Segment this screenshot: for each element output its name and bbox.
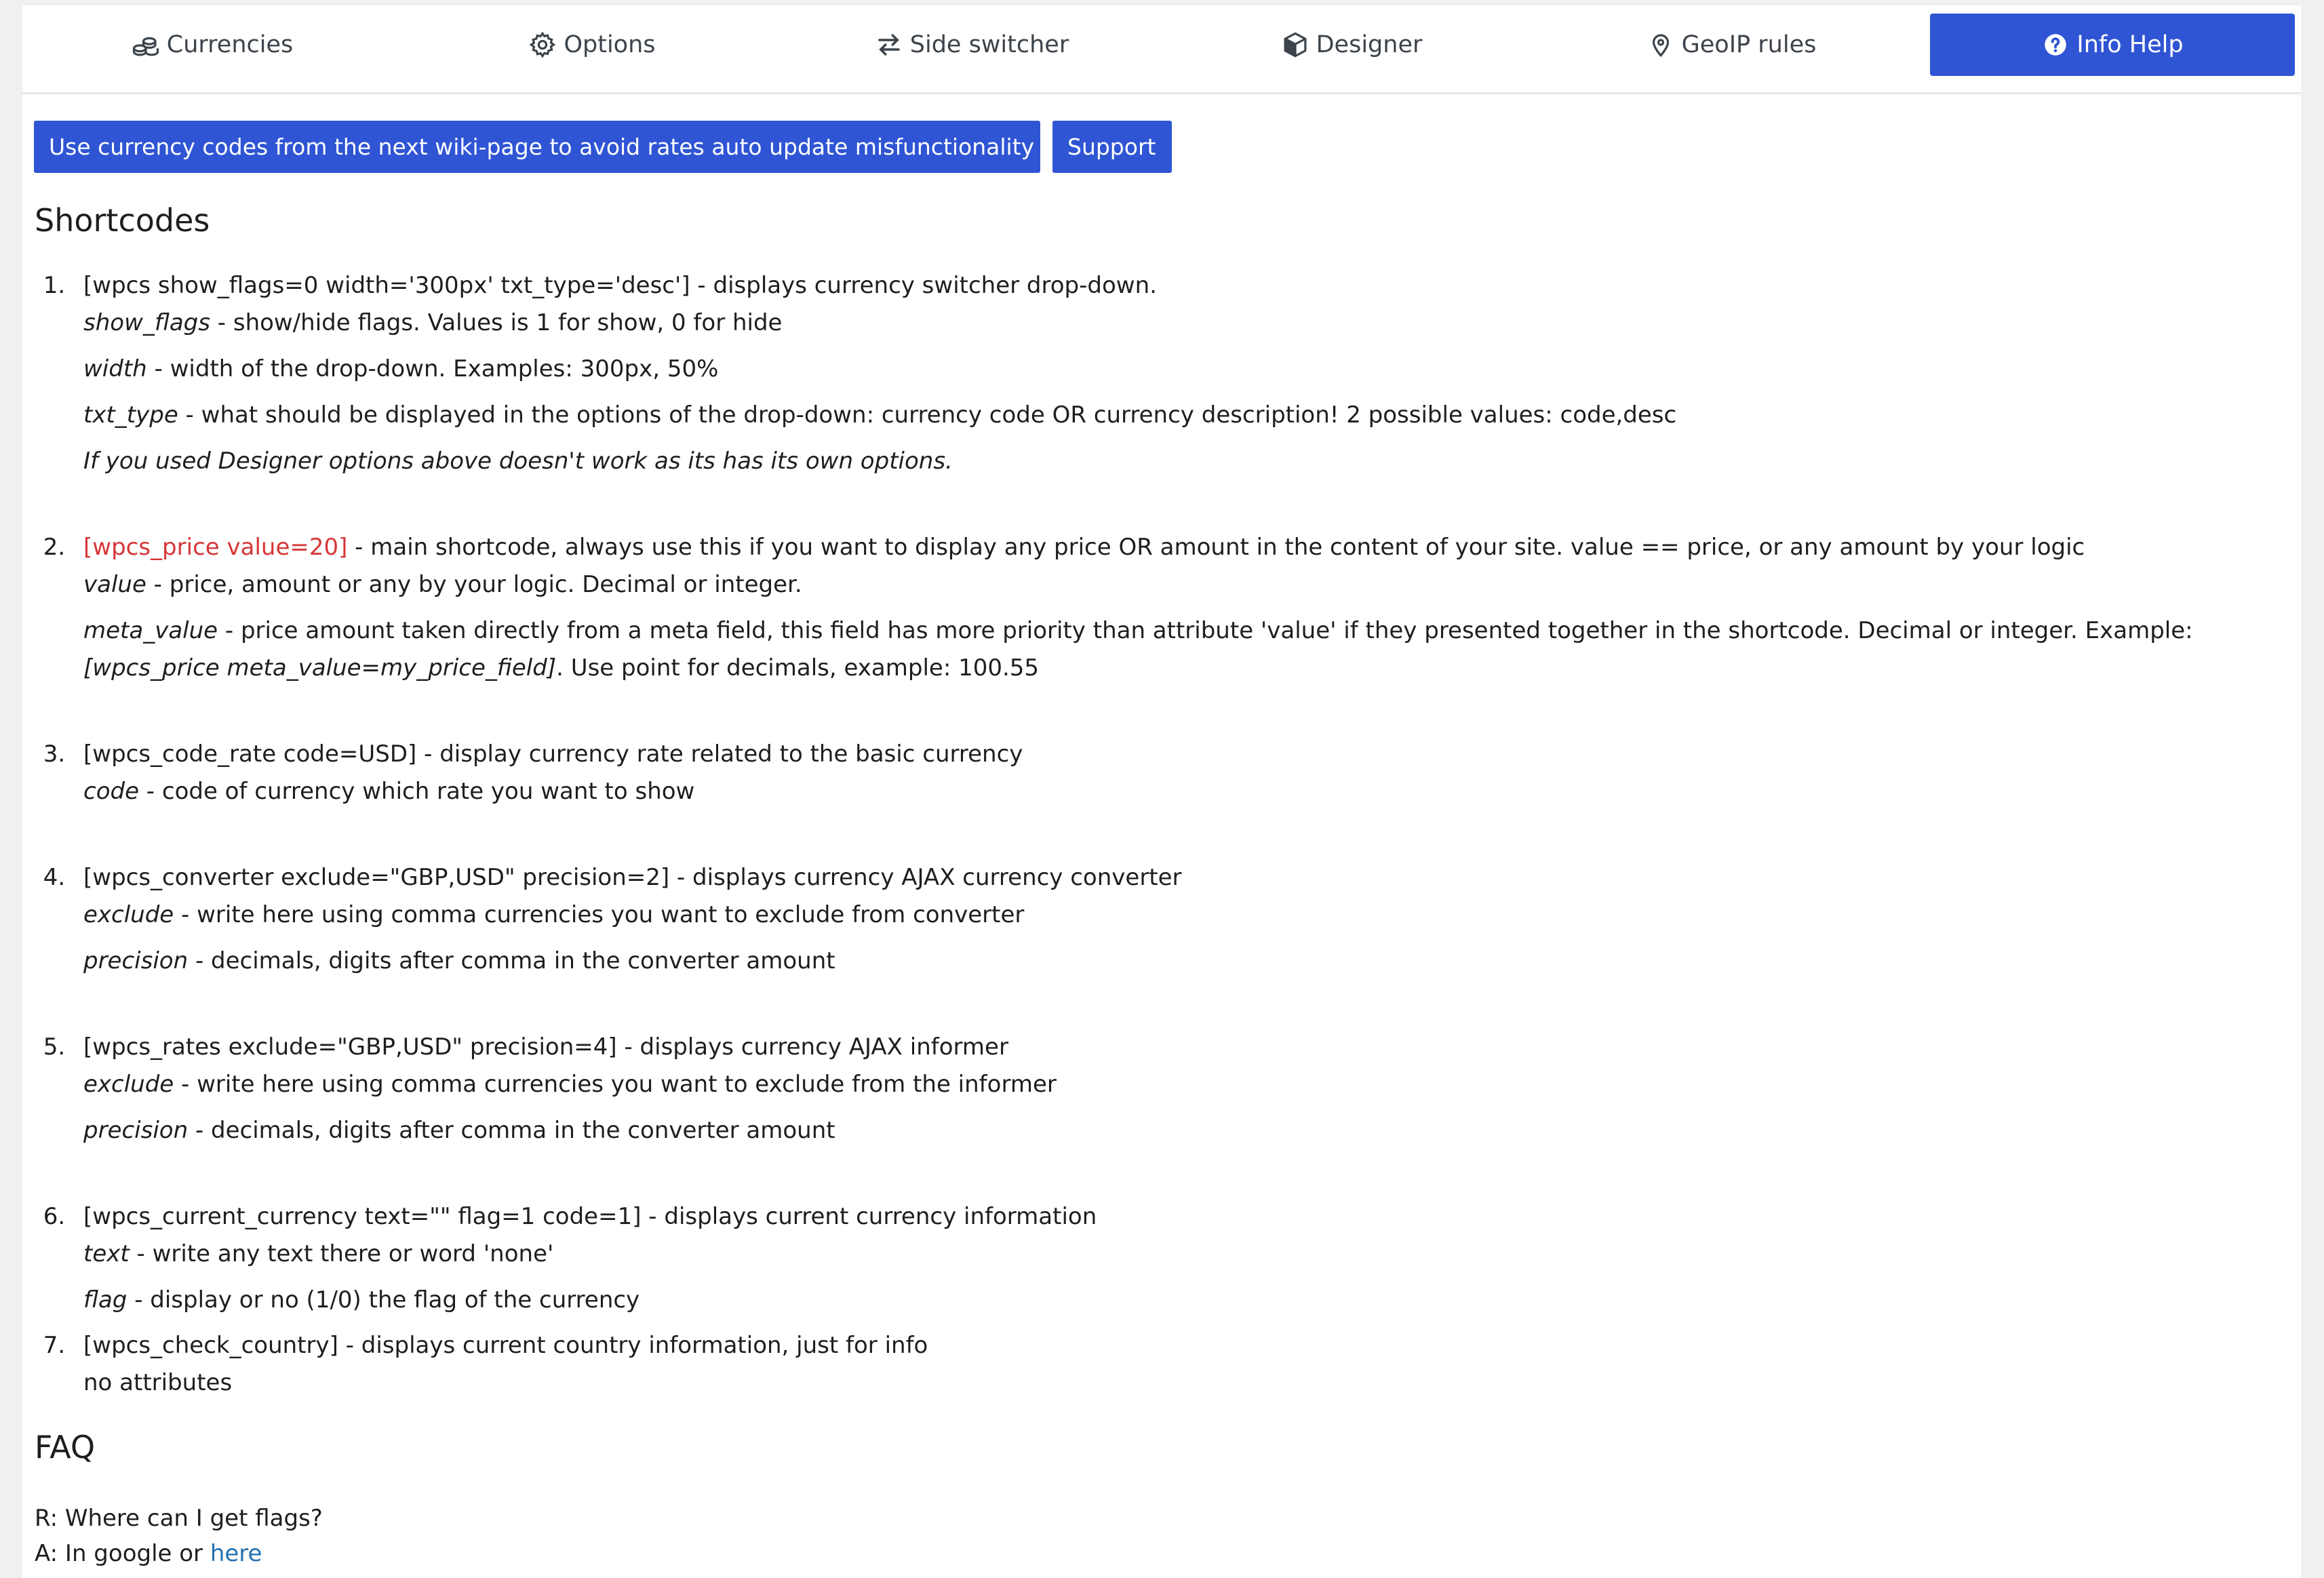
tab-side-switcher[interactable]: [782, 14, 1162, 76]
param-text: - write here using comma currencies you want to exclude from the informer: [174, 1071, 1057, 1098]
shortcode-code: [wpcs_current_currency text="" flag=1 code=1]: [83, 1203, 642, 1230]
note-text: If you used Designer options above doesn't work as its has its own options.: [83, 448, 953, 475]
gear-icon: [528, 31, 557, 59]
param-text: - show/hide flags. Values is 1 for show, 0 for hide: [210, 309, 783, 336]
param-line: [83, 1236, 2286, 1273]
flags-link[interactable]: here: [210, 1540, 262, 1567]
param-line: [83, 1066, 2286, 1103]
list-item: [73, 267, 2286, 480]
switch-arrows-icon: [875, 31, 903, 59]
shortcode-code: [wpcs_price value=20]: [83, 534, 348, 561]
list-item: [73, 1198, 2286, 1319]
shortcode-code: [wpcs show_flags=0 width='300px' txt_type='desc']: [83, 272, 690, 299]
param-text: - decimals, digits after comma in the converter amount: [188, 1117, 835, 1144]
shortcode-list: [35, 267, 2286, 1402]
param-name: meta_value: [83, 617, 218, 644]
param-line: no attributes: [83, 1369, 233, 1396]
param-name: value: [83, 571, 146, 598]
param-text: - decimals, digits after comma in the converter amount: [188, 947, 835, 974]
param-line: [83, 566, 2286, 604]
shortcode-code: [wpcs_rates exclude="GBP,USD" precision=4]: [83, 1033, 617, 1061]
param-text: - display or no (1/0) the flag of the currency: [127, 1286, 640, 1314]
shortcodes-heading: Shortcodes: [35, 202, 210, 239]
param-tail: . Use point for decimals, example: 100.55: [556, 654, 1040, 682]
param-line: [83, 351, 2286, 388]
list-item: [73, 859, 2286, 980]
shortcode-code: [wpcs_check_country]: [83, 1332, 338, 1359]
param-example: [wpcs_price meta_value=my_price_field]: [83, 654, 557, 682]
param-name: show_flags: [83, 309, 210, 336]
tab-geoip-rules[interactable]: [1541, 14, 1921, 76]
param-line: [83, 943, 2286, 980]
shortcode-desc: - display currency rate related to the basic currency: [416, 741, 1023, 768]
param-text: - width of the drop-down. Examples: 300px, 50%: [146, 355, 719, 382]
shortcode-desc: - displays current currency information: [641, 1203, 1097, 1230]
question-circle-icon: [2041, 31, 2070, 59]
shortcode-desc: - displays currency switcher drop-down.: [690, 272, 1157, 299]
shortcode-code: [wpcs_converter exclude="GBP,USD" precision=2]: [83, 864, 670, 891]
tab-designer[interactable]: [1162, 14, 1541, 76]
tab-label: Currencies: [166, 31, 294, 58]
tab-label: Options: [564, 31, 656, 58]
faq-answer: [35, 1536, 2286, 1571]
faq-answer-prefix: A: In google or: [35, 1540, 210, 1567]
param-line: [83, 304, 2286, 342]
coins-icon: [132, 31, 160, 59]
cube-icon: [1281, 31, 1309, 59]
param-name: precision: [83, 1117, 189, 1144]
support-button[interactable]: Support: [1052, 121, 1172, 173]
param-name: flag: [83, 1286, 127, 1314]
tab-info-help[interactable]: [1930, 14, 2295, 76]
designer-note: [83, 443, 2286, 480]
param-name: code: [83, 778, 139, 805]
param-name: txt_type: [83, 401, 178, 429]
param-line: [83, 397, 2286, 434]
shortcode-desc: - main shortcode, always use this if you want to display any price OR amount in the content of your site. value == price, or any amount by your logic: [347, 534, 2085, 561]
list-item: [73, 1327, 2286, 1402]
help-content: [35, 202, 2286, 1571]
param-text: - price amount taken directly from a meta field, this field has more priority than attribute 'value' if they presented together in the shortcode. Decimal or integer. Example:: [218, 617, 2193, 644]
param-text: - write here using comma currencies you want to exclude from converter: [174, 901, 1025, 928]
faq-question: R: Where can I get flags?: [35, 1505, 323, 1532]
wiki-page-button[interactable]: Use currency codes from the next wiki-page to avoid rates auto update misfunctionality: [34, 121, 1040, 173]
param-line: [83, 1282, 2286, 1319]
page: [22, 5, 2301, 1578]
shortcode-desc: - displays current country information, just for info: [338, 1332, 928, 1359]
param-name: exclude: [83, 1071, 174, 1098]
tab-label: Side switcher: [909, 31, 1069, 58]
list-item: [73, 736, 2286, 810]
tab-bar: [22, 5, 2301, 94]
param-name: width: [83, 355, 147, 382]
param-line: [83, 1112, 2286, 1149]
param-line: [83, 896, 2286, 934]
tab-label: Designer: [1316, 31, 1423, 58]
shortcode-desc: - displays currency AJAX informer: [616, 1033, 1008, 1061]
location-pin-icon: [1647, 31, 1675, 59]
param-text: - write any text there or word 'none': [129, 1240, 554, 1267]
param-text: - code of currency which rate you want to show: [139, 778, 695, 805]
tab-options[interactable]: [402, 14, 782, 76]
tab-currencies[interactable]: [22, 14, 402, 76]
param-text: - what should be displayed in the options of the drop-down: currency code OR currency description! 2 possible values: code,desc: [178, 401, 1677, 429]
shortcode-desc: - displays currency AJAX currency converter: [669, 864, 1182, 891]
shortcode-code: [wpcs_code_rate code=USD]: [83, 741, 417, 768]
param-line: [83, 612, 2286, 687]
tab-label: GeoIP rules: [1681, 31, 1817, 58]
param-text: - price, amount or any by your logic. Decimal or integer.: [146, 571, 802, 598]
tab-label: Info Help: [2076, 31, 2184, 58]
list-item: [73, 529, 2286, 687]
list-item: [73, 1029, 2286, 1149]
faq-heading: FAQ: [35, 1429, 96, 1465]
param-name: text: [83, 1240, 130, 1267]
param-name: precision: [83, 947, 189, 974]
param-name: exclude: [83, 901, 174, 928]
faq-block: [35, 1501, 2286, 1571]
param-line: [83, 773, 2286, 810]
